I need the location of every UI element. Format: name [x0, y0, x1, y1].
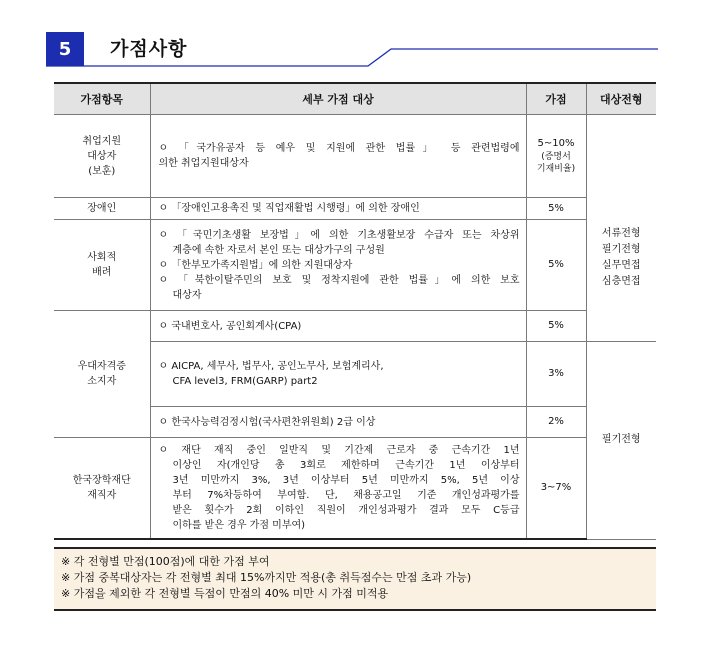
section-title: 가점사항 [110, 38, 188, 60]
points-cell: 3~7% [526, 438, 586, 540]
details-cell: ㅇ 재단 재직 중인 일반직 및 기간제 근로자 중 근속기간 1년 이상인 자(개인당 총 3회로 제한하며 근속기간 1년 이상부터 3년 미만까지 3%, 3년 이상부터 5년 미만까지 5%, 5년 이상 부터 7%차등하여 부여함. 단, 채용공고일 기준 개인성과평가를 받은 횟수가 2회 이하인 직원이 개인성과평가 결과 모두 C등급 이하를 받은 경우 가점 미부여) [150, 438, 526, 540]
details-cell: ㅇ 「장애인고용촉진 및 직업재활법 시행령」에 의한 장애인 [150, 198, 526, 220]
table-row [54, 311, 656, 342]
table-row [54, 438, 656, 540]
col-header-target: 대상전형 [586, 83, 656, 115]
points-cell: 2% [526, 407, 586, 438]
note-line: ※ 가점 중복대상자는 각 전형별 최대 15%까지만 적용(총 취득점수는 만점 초과 가능) [61, 571, 472, 584]
table-header-row [54, 83, 656, 115]
bonus-points-table [54, 82, 656, 540]
points-cell: 5% [526, 311, 586, 342]
points-cell: 3% [526, 342, 586, 407]
target-cell-group2: 필기전형 [586, 342, 656, 540]
details-cell: ㅇ 「국가유공자 등 예우 및 지원에 관한 법률」 등 관련법령에 의한 취업지원대상자 [150, 115, 526, 198]
details-cell: ㅇ 한국사능력검정시험(국사편찬위원회) 2급 이상 [150, 407, 526, 438]
points-cell: 5~10% (증명서 기재비율) [526, 115, 586, 198]
category-cell: 우대자격증 소지자 [54, 311, 150, 438]
col-header-details: 세부 가점 대상 [150, 83, 526, 115]
details-cell: ㅇ 국내변호사, 공인회계사(CPA) [150, 311, 526, 342]
col-header-category: 가점항목 [54, 83, 150, 115]
col-header-points: 가점 [526, 83, 586, 115]
category-cell: 사회적 배려 [54, 220, 150, 311]
target-cell-group1: 서류전형 필기전형 실무면접 심층면접 [586, 115, 656, 342]
section-header [46, 32, 658, 68]
note-line: ※ 각 전형별 만점(100점)에 대한 가점 부여 [61, 555, 270, 568]
section-number: 5 [46, 32, 84, 66]
category-cell: 장애인 [54, 198, 150, 220]
category-cell: 한국장학재단 재직자 [54, 438, 150, 540]
table-row [54, 198, 656, 220]
details-cell: ㅇ AICPA, 세무사, 법무사, 공인노무사, 보험계리사, CFA level3, FRM(GARP) part2 [150, 342, 526, 407]
table-row [54, 115, 656, 198]
category-cell: 취업지원 대상자 (보훈) [54, 115, 150, 198]
table-row [54, 220, 656, 311]
notes-box [54, 547, 656, 611]
details-cell: ㅇ 「국민기초생활 보장법」에 의한 기초생활보장 수급자 또는 차상위 계층에 속한 자로서 본인 또는 대상가구의 구성원 ㅇ 「한부모가족지원법」에 의한 지원대상자 ㅇ 「북한이탈주민의 보호 및 정착지원에 관한 법률」에 의한 보호 대상자 [150, 220, 526, 311]
points-cell: 5% [526, 198, 586, 220]
points-cell: 5% [526, 220, 586, 311]
note-line: ※ 가점을 제외한 각 전형별 득점이 만점의 40% 미만 시 가점 미적용 [61, 587, 389, 600]
